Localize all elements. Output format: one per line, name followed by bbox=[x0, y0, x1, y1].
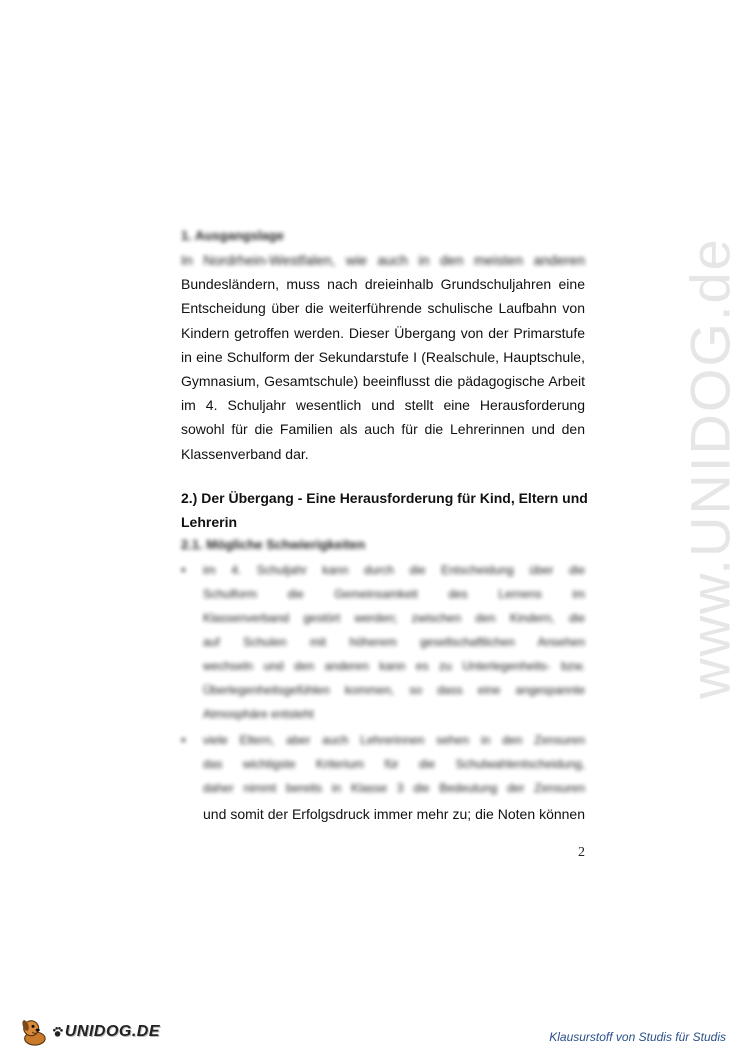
watermark-text: www.UNIDOG.de bbox=[678, 237, 742, 699]
bullet-line: das wichtigste Kriterium für die Schulwahlentscheidung, bbox=[203, 756, 585, 771]
paragraph-line: Bundesländern, muss nach dreieinhalb Grundschuljahren eine bbox=[181, 276, 585, 293]
paragraph-line: In Nordrhein-Westfalen, wie auch in den meisten anderen bbox=[181, 252, 585, 268]
bullet-list bbox=[181, 558, 585, 800]
bullet-line: viele Eltern, aber auch Lehrerinnen sehen in den Zensuren bbox=[203, 732, 585, 747]
paragraph-line: in eine Schulform der Sekundarstufe I (Realschule, Hauptschule, bbox=[181, 348, 585, 365]
bullet-icon: ▪ bbox=[181, 561, 186, 577]
paragraph-line: Entscheidung über die weiterführende schulische Laufbahn von bbox=[181, 300, 585, 317]
paw-icon bbox=[52, 1026, 63, 1038]
unidog-logo[interactable] bbox=[20, 1012, 160, 1052]
logo-text: UNIDOG.DE bbox=[64, 1023, 160, 1040]
bullet-line-visible: und somit der Erfolgsdruck immer mehr zu; die Noten können bbox=[203, 805, 585, 822]
paragraph-line: im 4. Schuljahr wesentlich und stellt eine Herausforderung bbox=[181, 397, 585, 414]
paragraph-line: Kindern getroffen werden. Dieser Übergang von der Primarstufe bbox=[181, 324, 585, 341]
page-number: 2 bbox=[578, 845, 585, 860]
section-2-heading bbox=[181, 486, 588, 534]
paragraph-line: sowohl für die Familien als auch für die Lehrerinnen und den bbox=[181, 421, 585, 438]
list-item bbox=[181, 728, 585, 800]
footer-tagline: Klausurstoff von Studis für Studis bbox=[549, 1030, 726, 1044]
dog-mascot-icon bbox=[20, 1015, 52, 1049]
subsection-heading: 2.1. Mögliche Schwierigkeiten bbox=[181, 536, 366, 552]
bullet-line: auf Schulen mit höherem gesellschaftlichen Ansehen bbox=[203, 634, 585, 649]
bullet-line: Atmosphäre entsteht bbox=[203, 706, 314, 721]
document-body bbox=[181, 227, 588, 826]
section-1-paragraph bbox=[181, 248, 585, 466]
bullet-line: Klassenverband gestört werden; zwischen den Kindern, die bbox=[203, 610, 585, 625]
section-1-heading: 1. Ausgangslage bbox=[181, 228, 284, 243]
list-item bbox=[181, 558, 585, 726]
paragraph-line: Klassenverband dar. bbox=[181, 445, 309, 462]
bullet-line: im 4. Schuljahr kann durch die Entscheidung über die bbox=[203, 562, 585, 577]
bullet-line: Schulform die Gemeinsamkeit des Lernens im bbox=[203, 586, 585, 601]
bullet-line: wechseln und den anderen kann es zu Unterlegenheits- bzw. bbox=[203, 658, 585, 673]
paragraph-line: Gymnasium, Gesamtschule) beeinflusst die pädagogische Arbeit bbox=[181, 373, 585, 390]
heading-line: 2.) Der Übergang - Eine Herausforderung für Kind, Eltern und bbox=[181, 489, 588, 506]
bullet-line: Überlegenheitsgefühlen kommen, so dass eine angespannte bbox=[203, 682, 585, 697]
heading-line: Lehrerin bbox=[181, 513, 238, 530]
bullet-line: daher nimmt bereits in Klasse 3 die Bedeutung der Zensuren bbox=[203, 780, 585, 795]
bullet-icon: ▪ bbox=[181, 731, 186, 747]
